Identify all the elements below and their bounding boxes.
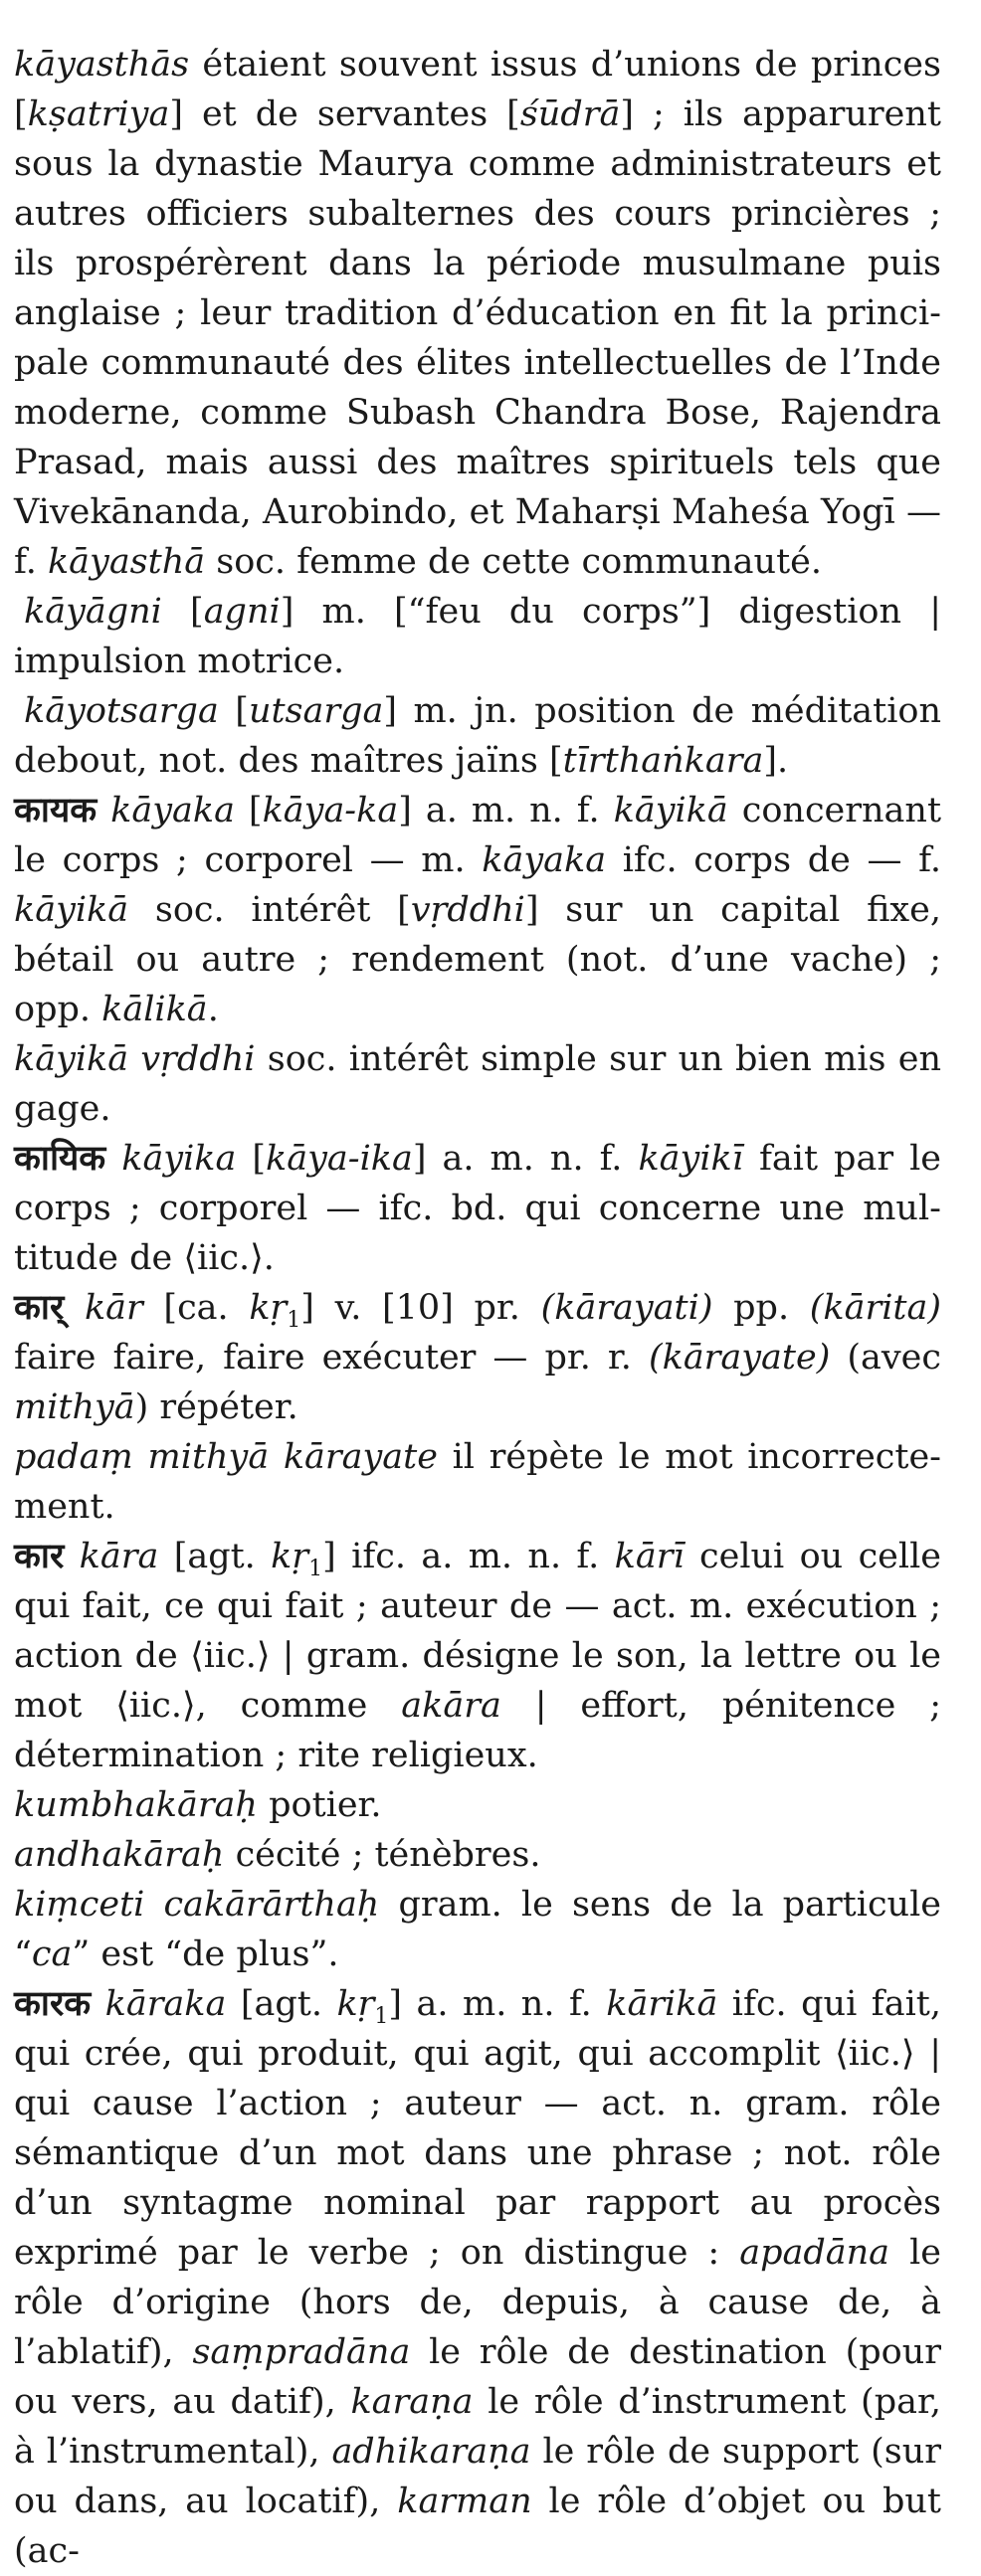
- italic-term: kṛ: [271, 1537, 309, 1576]
- entry-kimceti: [14, 1880, 941, 1979]
- italic-term: kāyāgni: [24, 592, 162, 632]
- headword-devanagari: कारक: [14, 1984, 92, 2024]
- italic-term: vṛddhi: [410, 890, 525, 930]
- italic-term: kumbhakāraḥ: [14, 1785, 258, 1825]
- root-subscript: 1: [374, 2004, 389, 2029]
- italic-term: (kārita): [809, 1288, 941, 1328]
- italic-term: kāya-ika: [266, 1139, 413, 1179]
- italic-term: kālikā: [101, 990, 208, 1029]
- entry-text: le rôle d’instrument (par, à l’instrumental),: [14, 2382, 941, 2472]
- entry-text: ].: [763, 741, 789, 781]
- headword-devanagari: कायक: [14, 791, 98, 830]
- headword-devanagari: कायिक: [14, 1139, 106, 1179]
- italic-term: kāra: [79, 1537, 159, 1576]
- italic-term: adhikaraṇa: [331, 2432, 531, 2472]
- entry-text: le rôle de support (sur ou dans, au locatif),: [14, 2432, 941, 2521]
- headword-devanagari: कार्: [14, 1288, 65, 1328]
- italic-term: kāyikā: [14, 890, 129, 930]
- entry-text: le rôle de destination (pour ou vers, au datif),: [14, 2332, 941, 2422]
- entry-text: soc. femme de cette communauté.: [205, 542, 822, 582]
- entry-text: ] a. m. n. f.: [412, 1139, 639, 1179]
- entry-text: pp.: [712, 1288, 810, 1328]
- entry-kayagni: [14, 587, 941, 686]
- entry-text: celui ou celle qui fait, ce qui fait ; auteur de — act. m. exécution ; action de ⟨iic.⟩ | gram. désigne le son, la lettre ou le mot ⟨iic.⟩, comme: [14, 1537, 941, 1726]
- entry-text: soc. intérêt [: [128, 890, 411, 930]
- entry-text: ] m. [“feu du corps”] digestion | impulsion motrice.: [14, 592, 942, 681]
- entry-text: [105, 1139, 121, 1179]
- entry-text: le rôle d’origine (hors de, depuis, à cause de, à l’ablatif),: [14, 2233, 941, 2372]
- entry-text: ] a. m. n. f.: [398, 791, 614, 830]
- italic-term: kāyaka: [110, 791, 235, 830]
- italic-term: mithyā: [14, 1387, 135, 1427]
- entry-padam-mithya: [14, 1432, 941, 1532]
- entry-text: (avec: [830, 1338, 941, 1378]
- entry-text: faire faire, faire exécuter — pr. r.: [14, 1338, 649, 1378]
- italic-term: kṣatriya: [27, 94, 170, 134]
- italic-term: apadāna: [739, 2233, 890, 2273]
- entry-kayika-vrddhi: [14, 1034, 941, 1134]
- italic-term: andhakāraḥ: [14, 1835, 225, 1875]
- italic-term: tīrthaṅkara: [562, 741, 764, 781]
- entry-text: [agt.: [226, 1984, 337, 2024]
- entry-text: [91, 1984, 104, 2024]
- entry-text: [64, 1288, 85, 1328]
- entry-text: soc. intérêt simple sur un bien mis en gage.: [14, 1039, 941, 1129]
- entry-text: [agt.: [158, 1537, 272, 1576]
- italic-term: kār: [84, 1288, 143, 1328]
- italic-term: kṛ: [249, 1288, 288, 1328]
- entry-text: fait par le corps ; corporel — ifc. bd. qui concerne une multitude de ⟨iic.⟩.: [14, 1139, 941, 1278]
- entry-text: ] et de servantes [: [169, 94, 520, 134]
- italic-term: (kārayati): [540, 1288, 713, 1328]
- entry-text: ] ; ils apparurent sous la dynastie Maurya comme administrateurs et autres officiers subalternes des cours princières ; ils prospérèrent dans la période musulmane puis anglaise ; leur tradition d’éducation en fit la principale communauté des élites intellectuelles de l’Inde moderne, comme Subash Chandra Bose, Rajendra Prasad, mais aussi des maîtres spirituels tels que Vivekānanda, Aurobindo, et Maharṣi Maheśa Yogī — f.: [14, 94, 941, 582]
- entry-text: gram. le sens de la particule “: [14, 1885, 941, 1974]
- entry-text: [: [218, 691, 249, 731]
- italic-term: saṃpradāna: [192, 2332, 411, 2372]
- entry-text: ] a. m. n. f.: [388, 1984, 607, 2024]
- entry-karaka: [14, 1979, 941, 2576]
- italic-term: kāyikā vṛddhi: [14, 1039, 256, 1079]
- entry-text: ] sur un capital fixe, bétail ou autre ; rendement (not. d’une vache) ; opp.: [14, 890, 941, 1029]
- italic-term: kāraka: [104, 1984, 227, 2024]
- entry-text: cécité ; ténèbres.: [224, 1835, 541, 1875]
- entry-text: potier.: [257, 1785, 382, 1825]
- italic-term: kāya-ka: [262, 791, 399, 830]
- italic-term: kārī: [614, 1537, 685, 1576]
- entry-kayika: [14, 1134, 941, 1283]
- italic-term: kāyaka: [482, 840, 607, 880]
- italic-term: kāyikī: [638, 1139, 743, 1179]
- entry-kayastha-cont: [14, 40, 941, 587]
- entry-text: ] ifc. a. m. n. f.: [322, 1537, 615, 1576]
- italic-term: kāyotsarga: [24, 691, 219, 731]
- entry-text: [: [236, 1139, 267, 1179]
- entry-text: [: [234, 791, 263, 830]
- entry-text: [64, 1537, 79, 1576]
- italic-term: utsarga: [248, 691, 384, 731]
- italic-term: kārikā: [606, 1984, 718, 2024]
- entry-text: ifc. corps de — f.: [606, 840, 941, 880]
- entry-text: [ca.: [142, 1288, 250, 1328]
- entry-text: [: [161, 592, 204, 632]
- entry-text: le rôle d’objet ou but (ac-: [14, 2482, 941, 2571]
- entry-kumbhakarah: [14, 1780, 941, 1830]
- entry-text: ] m. jn. position de méditation debout, not. des maîtres jaïns [: [14, 691, 942, 781]
- italic-term: kāyasthās: [14, 45, 190, 85]
- entry-kar: [14, 1283, 941, 1432]
- italic-term: karaṇa: [350, 2382, 474, 2422]
- entry-text: ” est “de plus”.: [72, 1934, 339, 1974]
- entry-text: étaient souvent issus d’unions de princes [: [14, 45, 941, 134]
- italic-term: kāyasthā: [47, 542, 206, 582]
- italic-term: kiṃceti cakārārthaḥ: [14, 1885, 380, 1925]
- entry-text: il répète le mot incorrectement.: [14, 1437, 941, 1527]
- italic-term: akāra: [401, 1686, 501, 1726]
- entry-text: ] v. [10] pr.: [300, 1288, 541, 1328]
- entry-kayotsarga: [14, 686, 941, 786]
- root-subscript: 1: [287, 1308, 301, 1333]
- italic-term: (kārayate): [648, 1338, 831, 1378]
- italic-term: padaṃ mithyā kārayate: [14, 1437, 438, 1477]
- entry-kara: [14, 1532, 941, 1780]
- entry-andhakarah: [14, 1830, 941, 1880]
- root-subscript: 1: [308, 1557, 323, 1581]
- italic-term: kṛ: [336, 1984, 375, 2024]
- entry-text: | effort, pénitence ; détermination ; rite religieux.: [14, 1686, 941, 1775]
- italic-term: karman: [397, 2482, 532, 2521]
- italic-term: kāyika: [121, 1139, 237, 1179]
- entry-text: [97, 791, 110, 830]
- dictionary-page: [14, 40, 941, 2576]
- entry-text: ) répéter.: [134, 1387, 298, 1427]
- italic-term: kāyikā: [613, 791, 728, 830]
- entry-text: concernant le corps ; corporel — m.: [14, 791, 942, 880]
- entry-kayaka: [14, 786, 941, 1034]
- entry-text: .: [207, 990, 219, 1029]
- italic-term: ca: [31, 1934, 73, 1974]
- italic-term: śūdrā: [519, 94, 621, 134]
- entry-text: ifc. qui fait, qui crée, qui produit, qui agit, qui accomplit ⟨iic.⟩ | qui cause l’action ; auteur — act. n. gram. rôle sémantique d’un mot dans une phrase ; not. rôle d’un syntagme nominal par rapport au procès exprimé par le verbe ; on distingue :: [14, 1984, 941, 2273]
- headword-devanagari: कार: [14, 1537, 65, 1576]
- italic-term: agni: [203, 592, 281, 632]
